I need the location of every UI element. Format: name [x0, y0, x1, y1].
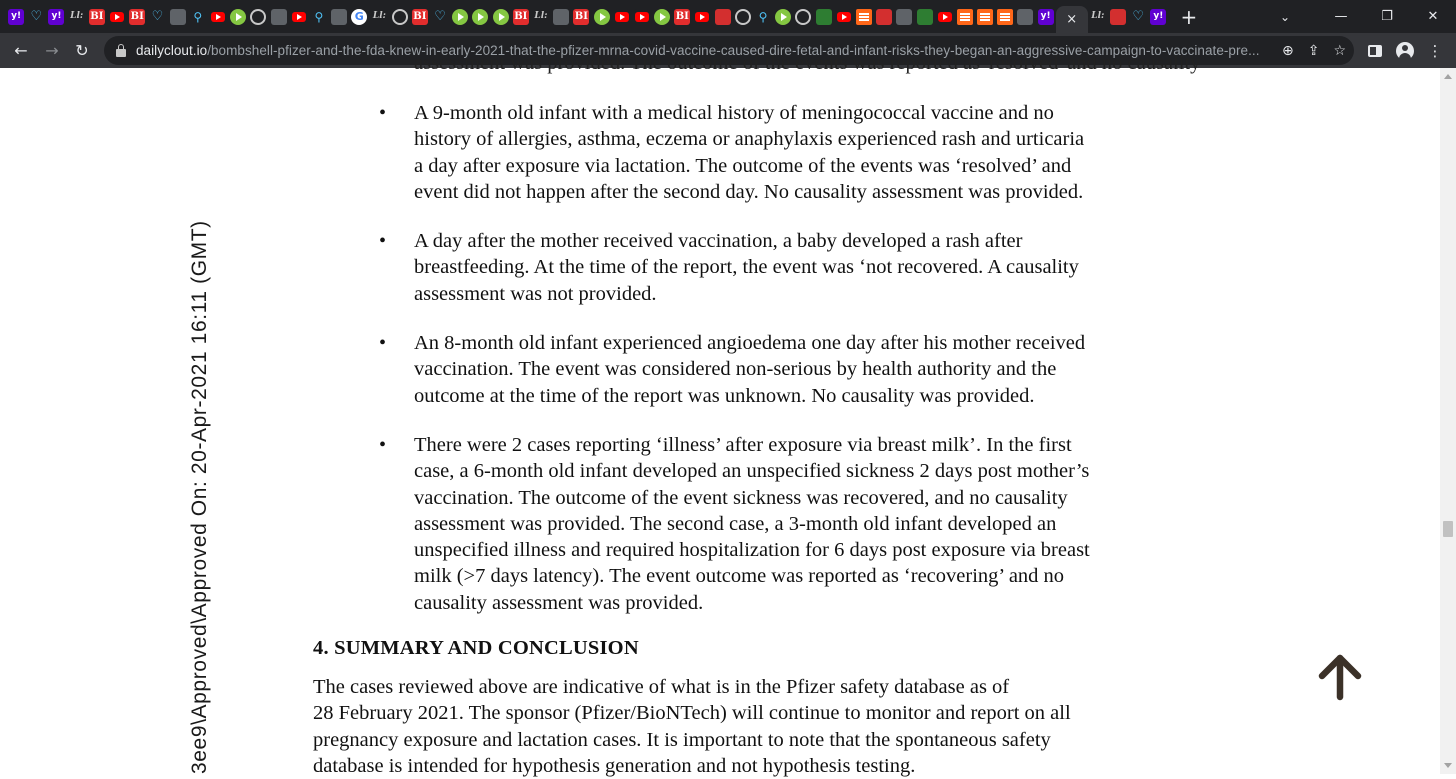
text-line: causality assessment was provided.	[414, 591, 704, 614]
search-icon: ⚲	[193, 9, 203, 24]
gray-icon	[1017, 9, 1033, 25]
youtube-icon	[937, 9, 953, 25]
avatar	[1396, 42, 1414, 60]
yahoo-icon: y!	[8, 9, 24, 25]
substack-icon	[977, 9, 993, 25]
heart-icon: ♡	[434, 9, 446, 24]
browser-tab[interactable]	[955, 0, 975, 33]
bi-icon: BI	[573, 9, 589, 25]
bullet-marker: •	[379, 230, 387, 252]
browser-tab[interactable]	[410, 0, 430, 33]
forward-button[interactable]	[37, 35, 67, 65]
yahoo-icon: y!	[1150, 9, 1166, 25]
browser-tab[interactable]	[571, 0, 591, 33]
lock-icon[interactable]	[116, 49, 126, 57]
text-line: A 9-month old infant with a medical history of meningococcal vaccine and no	[414, 102, 1054, 124]
browser-tab[interactable]	[188, 0, 208, 33]
browser-tab[interactable]	[1088, 0, 1108, 33]
ll-icon: Ll:	[1091, 11, 1105, 21]
youtube-icon	[291, 9, 307, 25]
browser-tab[interactable]	[834, 0, 854, 33]
ll-icon: Ll:	[372, 11, 386, 21]
section-heading: 4. SUMMARY AND CONCLUSION	[313, 637, 639, 659]
side-panel-button[interactable]	[1360, 36, 1390, 66]
kebab-menu-icon: ⋮	[1427, 41, 1443, 60]
browser-tab[interactable]	[1036, 0, 1056, 33]
scroll-down-arrow-icon[interactable]	[1444, 763, 1452, 768]
rumble-icon	[493, 9, 509, 25]
browser-tab[interactable]	[733, 0, 753, 33]
scroll-to-top-button[interactable]	[1314, 652, 1366, 702]
browser-tab[interactable]	[793, 0, 813, 33]
browser-tab[interactable]	[450, 0, 470, 33]
rumble-icon	[452, 9, 468, 25]
heart-icon: ♡	[1132, 9, 1145, 24]
browser-tab[interactable]	[713, 0, 733, 33]
scrollbar-thumb[interactable]	[1443, 521, 1453, 537]
text-line: assessment was not provided.	[414, 282, 657, 305]
gray-icon	[896, 9, 912, 25]
browser-tab[interactable]	[814, 0, 834, 33]
browser-tab[interactable]	[591, 0, 611, 33]
browser-tab[interactable]	[470, 0, 490, 33]
browser-tab[interactable]	[87, 0, 107, 33]
list-item	[414, 330, 1174, 409]
window-controls	[1262, 0, 1456, 33]
minimize-button[interactable]: —	[1334, 9, 1348, 24]
ll-icon: Ll:	[70, 11, 84, 21]
gray-icon	[271, 9, 287, 25]
yahoo-icon: y!	[1038, 9, 1054, 25]
search-icon: ⚲	[758, 9, 768, 24]
side-panel-icon	[1368, 45, 1382, 57]
browser-tab[interactable]	[612, 0, 632, 33]
globe-icon	[392, 9, 408, 25]
bi-icon: BI	[129, 9, 145, 25]
text-line: A day after the mother received vaccination, a baby developed a rash after	[414, 230, 1023, 252]
browser-tab[interactable]	[1108, 0, 1128, 33]
text-line: vaccination. The outcome of the event sickness was recovered, and no causality	[414, 486, 1068, 509]
page-content	[0, 52, 1440, 777]
text-line: database is intended for hypothesis generation and not hypothesis testing.	[313, 754, 916, 777]
youtube-icon	[210, 9, 226, 25]
browser-tab[interactable]	[67, 0, 87, 33]
text-line: assessment was provided. The second case, a 3-month old infant developed an	[414, 512, 1057, 535]
text-line: The cases reviewed above are indicative of what is in the Pfizer safety database as of	[313, 676, 1010, 698]
scroll-up-arrow-icon[interactable]	[1444, 74, 1452, 79]
menu-button[interactable]	[1420, 36, 1450, 66]
text-line: milk (>7 days latency). The event outcome was reported as ‘recovering’ and no	[414, 565, 1065, 588]
tab-search-button[interactable]: ⌄	[1279, 9, 1291, 24]
globe-icon	[250, 9, 266, 25]
zoom-icon[interactable]: ⊕	[1281, 42, 1294, 59]
tab-list	[0, 0, 1197, 33]
text-line: breastfeeding. At the time of the report, the event was ‘not recovered. A causality	[414, 256, 1079, 279]
browser-tab[interactable]	[289, 0, 309, 33]
browser-tab[interactable]	[1148, 0, 1168, 33]
reload-button[interactable]	[67, 35, 97, 65]
browser-tab[interactable]	[692, 0, 712, 33]
toolbar-right	[1360, 33, 1456, 68]
text-line: case, a 6-month old infant developed an unspecified sickness 2 days post mother’s	[414, 460, 1090, 483]
browser-tab[interactable]	[26, 0, 46, 33]
text-line: An 8-month old infant experienced angioedema one day after his mother received	[414, 332, 1086, 354]
tab-strip	[0, 0, 1456, 33]
new-tab-button[interactable]: +	[1180, 4, 1198, 29]
youtube-icon	[836, 9, 852, 25]
browser-tab[interactable]	[168, 0, 188, 33]
browser-tab[interactable]	[208, 0, 228, 33]
youtube-icon	[634, 9, 650, 25]
url-host: dailyclout.io	[136, 43, 208, 58]
heart-icon: ♡	[30, 9, 43, 24]
browser-tab[interactable]	[854, 0, 874, 33]
reload-icon: ↻	[75, 40, 89, 60]
arrow-up-icon	[1316, 653, 1364, 701]
back-button[interactable]	[6, 35, 36, 65]
rumble-icon	[472, 9, 488, 25]
approval-watermark: 3ee9\Approved\Approved On: 20-Apr-2021 16:11 (GMT)	[188, 220, 211, 774]
browser-tab[interactable]	[430, 0, 450, 33]
browser-tab[interactable]	[773, 0, 793, 33]
heart-icon: ♡	[151, 9, 164, 24]
text-line: vaccination. The event was considered non-serious by health authority and the	[414, 358, 1057, 381]
rumble-icon	[775, 9, 791, 25]
green-icon	[917, 9, 933, 25]
globe-icon	[735, 9, 751, 25]
rumble-icon	[594, 9, 610, 25]
browser-tab[interactable]	[874, 0, 894, 33]
browser-tab[interactable]	[1015, 0, 1035, 33]
browser-tab[interactable]	[329, 0, 349, 33]
browser-tab[interactable]	[127, 0, 147, 33]
gray-icon	[170, 9, 186, 25]
summary-paragraph	[313, 674, 1193, 779]
text-line: history of allergies, asthma, eczema or anaphylaxis experienced rash and urticaria	[414, 128, 1085, 151]
globe-icon	[795, 9, 811, 25]
browser-tab[interactable]	[491, 0, 511, 33]
bookmark-star-icon[interactable]: ☆	[1333, 42, 1346, 59]
g-icon: G	[351, 9, 367, 25]
browser-tab[interactable]	[632, 0, 652, 33]
list-item	[414, 228, 1174, 307]
close-window-button[interactable]: ✕	[1427, 9, 1439, 24]
gray-icon	[553, 9, 569, 25]
substack-icon	[957, 9, 973, 25]
browser-tab[interactable]	[390, 0, 410, 33]
ll-icon: Ll:	[534, 11, 548, 21]
search-icon: ⚲	[314, 9, 324, 24]
share-icon[interactable]: ⇪	[1307, 42, 1320, 59]
browser-tab[interactable]	[1128, 0, 1148, 33]
list-item	[414, 432, 1174, 616]
browser-tab[interactable]	[309, 0, 329, 33]
yahoo-icon: y!	[48, 9, 64, 25]
browser-tab[interactable]	[551, 0, 571, 33]
text-line: event did not happen after the second day. No causality assessment was provided.	[414, 180, 1084, 203]
vertical-scrollbar[interactable]	[1440, 68, 1456, 774]
youtube-icon	[109, 9, 125, 25]
browser-tab[interactable]	[228, 0, 248, 33]
browser-tab[interactable]	[753, 0, 773, 33]
text-line: a day after exposure via lactation. The outcome of the events was ‘resolved’ and	[414, 154, 1072, 177]
browser-tab[interactable]	[975, 0, 995, 33]
browser-tab[interactable]	[107, 0, 127, 33]
text-line: unspecified illness and required hospitalization for 6 days post exposure via breast	[414, 539, 1090, 562]
omnibox-actions	[1282, 36, 1346, 65]
bi-icon: BI	[412, 9, 428, 25]
text-line: outcome at the time of the report was unknown. No causality was provided.	[414, 384, 1035, 407]
bi-icon: BI	[674, 9, 690, 25]
list-item	[414, 100, 1174, 205]
red-icon	[1110, 9, 1126, 25]
substack-icon	[856, 9, 872, 25]
browser-tab[interactable]	[6, 0, 26, 33]
bullet-marker: •	[379, 332, 387, 354]
red-icon	[876, 9, 892, 25]
browser-tab[interactable]	[894, 0, 914, 33]
browser-tab[interactable]	[995, 0, 1015, 33]
bullet-marker: •	[379, 434, 387, 456]
browser-tab[interactable]	[531, 0, 551, 33]
youtube-icon	[694, 9, 710, 25]
back-arrow-icon: ←	[14, 40, 28, 60]
active-tab[interactable]	[1056, 6, 1088, 33]
rumble-icon	[654, 9, 670, 25]
text-line: There were 2 cases reporting ‘illness’ after exposure via breast milk’. In the first	[414, 434, 1072, 456]
bi-icon: BI	[89, 9, 105, 25]
gray-icon	[331, 9, 347, 25]
browser-tab[interactable]	[147, 0, 167, 33]
bi-icon: BI	[513, 9, 529, 25]
rumble-icon	[230, 9, 246, 25]
browser-tab[interactable]	[935, 0, 955, 33]
restore-button[interactable]: ❐	[1381, 9, 1393, 24]
close-tab-icon[interactable]: ×	[1066, 12, 1078, 27]
browser-tab[interactable]	[672, 0, 692, 33]
browser-tab[interactable]	[652, 0, 672, 33]
red-icon	[715, 9, 731, 25]
browser-tab[interactable]	[248, 0, 268, 33]
youtube-icon	[614, 9, 630, 25]
browser-tab[interactable]	[369, 0, 389, 33]
browser-tab[interactable]	[268, 0, 288, 33]
bullet-marker: •	[379, 102, 387, 124]
text-line: pregnancy exposure and lactation cases. It is important to note that the spontaneous safety	[313, 728, 1051, 751]
browser-tab[interactable]	[511, 0, 531, 33]
green-icon	[816, 9, 832, 25]
substack-icon	[997, 9, 1013, 25]
clipped-text-line: assessment was provided. The outcome of the events was reported as 'resolved' and no causality	[414, 52, 1201, 74]
browser-tab[interactable]	[914, 0, 934, 33]
browser-tab[interactable]	[46, 0, 66, 33]
profile-button[interactable]	[1390, 36, 1420, 66]
url-path: /bombshell-pfizer-and-the-fda-knew-in-early-2021-that-the-pfizer-mrna-covid-vaccine-caused-dire-fetal-and-infant-risks-they-began-an-aggressive-campaign-to-vaccinate-pre...	[207, 43, 1260, 58]
forward-arrow-icon: →	[45, 40, 59, 60]
browser-tab[interactable]	[349, 0, 369, 33]
text-line: 28 February 2021. The sponsor (Pfizer/BioNTech) will continue to monitor and report on all	[313, 702, 1071, 725]
